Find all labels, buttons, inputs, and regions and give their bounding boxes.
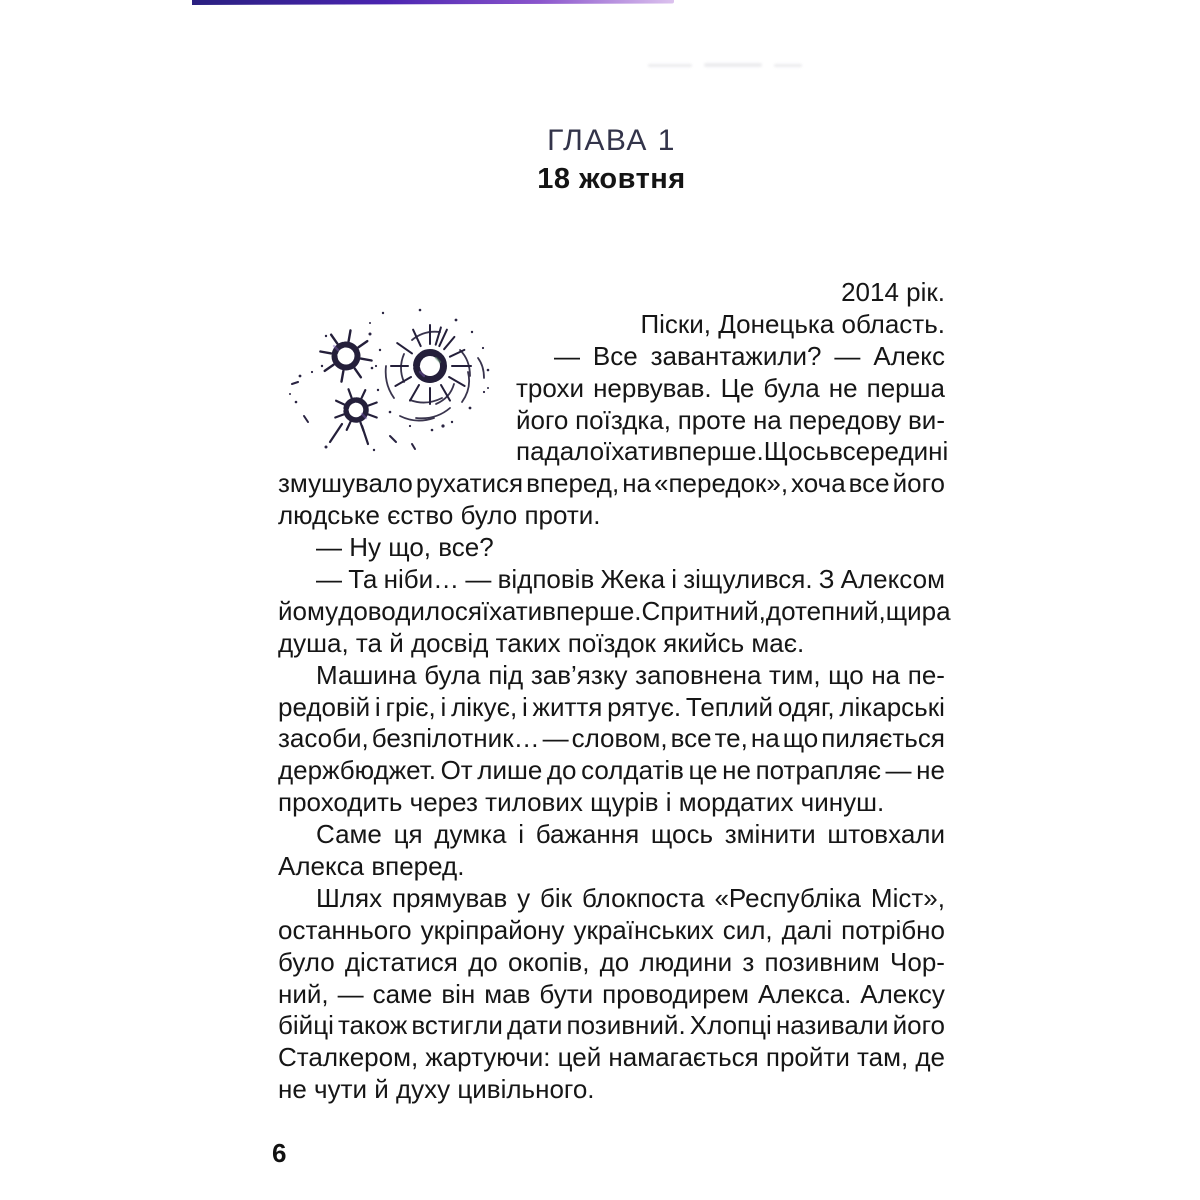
page-number: 6	[272, 1138, 287, 1168]
text-line: його поїздка, проте на передову ви-	[516, 404, 945, 435]
text-line: 2014 рік.	[841, 277, 945, 307]
text-line: — Все завантажили? — Алекс	[554, 340, 945, 371]
text-line: — Та ніби… — відповів Жека і зіщулився. З Алексом	[316, 564, 945, 595]
text-line: Піски, Донецька область.	[640, 308, 945, 339]
text-line: Машина була під зав’язку заповнена тим, що на пе-	[316, 659, 945, 690]
chapter-subtitle: 18 жовтня	[537, 162, 686, 195]
text-line: йому доводилося їхати вперше. Спритний, дотепний, щира	[278, 595, 951, 626]
text-line: редовій і гріє, і лікує, і життя рятує. Теплий одяг, лікарські	[278, 691, 945, 722]
body-text	[278, 277, 951, 1106]
text-line: Сталкером, жартуючи: цей намагається пройти там, де	[278, 1042, 945, 1073]
text-line: трохи нервував. Це була не перша	[516, 372, 945, 403]
chapter-heading	[278, 124, 945, 196]
page-bleed-smudge	[648, 58, 818, 72]
text-line: змушувало рухатися вперед, на «передок», хоча все його	[278, 468, 945, 499]
chapter-title: ГЛАВА 1	[547, 124, 676, 157]
top-edge-scan-line	[192, 0, 674, 5]
text-line: засоби, безпілотник… — словом, все те, на що пиляється	[278, 723, 945, 754]
text-line: було дістатися до окопів, до людини з позивним Чор-	[278, 946, 945, 977]
text-line: душа, та й досвід таких поїздок якийсь має.	[278, 627, 805, 658]
text-line: падало їхати вперше. Щось всередині	[516, 436, 949, 467]
text-line: держбюджет. От лише до солдатів це не потрапляє — не	[278, 755, 945, 786]
text-line: Алекса вперед.	[278, 851, 465, 882]
text-line: — Ну що, все?	[316, 532, 494, 563]
text-line: Саме ця думка і бажання щось змінити штовхали	[316, 819, 945, 850]
text-line: ний, — саме він мав бути проводирем Алекса. Алексу	[278, 978, 945, 1009]
text-line: людське єство було проти.	[278, 500, 601, 531]
text-line: не чути й духу цивільного.	[278, 1074, 595, 1105]
text-line: бійці також встигли дати позивний. Хлопці називали його	[278, 1010, 945, 1041]
text-line: Шлях прямував у бік блокпоста «Республіка Міст»,	[316, 882, 945, 913]
text-line: останнього укріпрайону українських сил, далі потрібно	[278, 914, 945, 945]
text-line: проходить через тилових щурів і мордатих чинуш.	[278, 787, 885, 818]
